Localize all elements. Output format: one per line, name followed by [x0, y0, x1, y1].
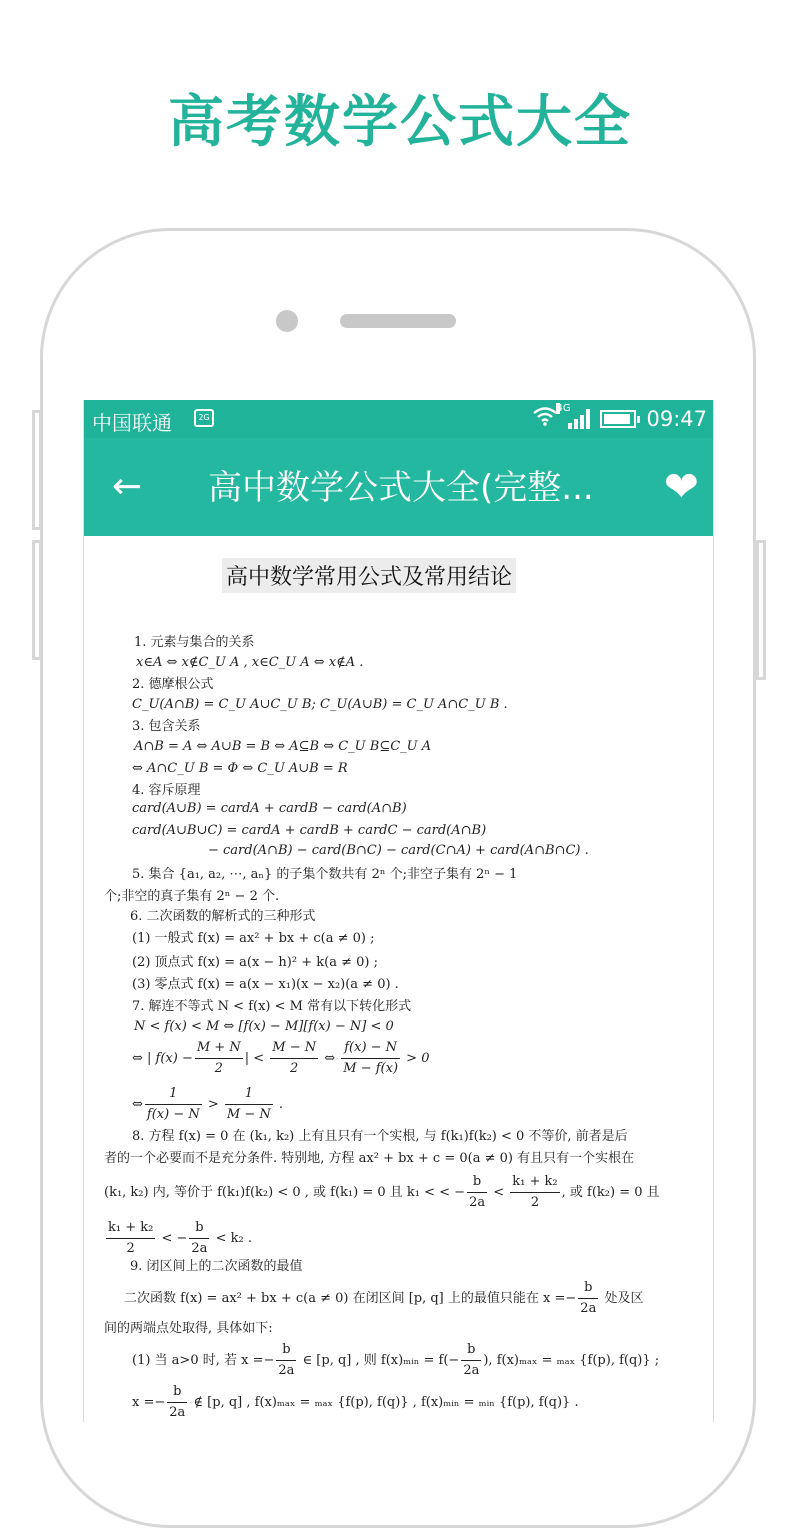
formula-line: 者的一个必要而不是充分条件. 特别地, 方程 ax² + bx + c = 0(a ≠ 0) 有且只有一个实根在: [104, 1151, 635, 1166]
fraction: [145, 1084, 202, 1125]
fraction: [461, 1340, 481, 1381]
formula-line: [132, 1340, 659, 1381]
numerator: b: [467, 1172, 487, 1193]
formula-line: 6. 二次函数的解析式的三种形式: [130, 909, 316, 924]
formula-line: ⇔ A∩C_U B = Φ ⇔ C_U A∪B = R: [132, 761, 348, 776]
formula-line: A∩B = A ⇔ A∪B = B ⇔ A⊆B ⇔ C_U B⊆C_U A: [134, 739, 432, 754]
formula-line: (3) 零点式 f(x) = a(x − x₁)(x − x₂)(a ≠ 0) .: [132, 977, 399, 992]
numerator: b: [167, 1382, 187, 1403]
numerator: 1: [145, 1084, 202, 1105]
promo-title: 高考数学公式大全: [168, 90, 632, 155]
fraction: [195, 1038, 243, 1079]
formula-line: x∈A ⇔ x∉C_U A , x∈C_U A ⇔ x∉A .: [136, 655, 364, 670]
network-type-label: 4G: [556, 402, 571, 414]
formula-text: −: [565, 1291, 577, 1306]
formula-line: 8. 方程 f(x) = 0 在 (k₁, k₂) 上有且只有一个实根, 与 f(k₁)f(k₂) < 0 不等价, 前者是后: [132, 1129, 628, 1144]
fraction: [167, 1382, 187, 1422]
signal-icon: [556, 402, 590, 429]
fraction: [189, 1218, 209, 1259]
wifi-icon: [532, 406, 558, 431]
numerator: 1: [225, 1084, 273, 1105]
formula-text: ∉ [p, q] , f(x)ₘₐₓ = ₘₐₓ {f(p), f(q)} , f(x)ₘᵢₙ = ₘᵢₙ {f(p), f(q)} .: [189, 1395, 579, 1410]
formula-text: ⇔: [320, 1051, 340, 1066]
formula-text: > 0: [402, 1051, 430, 1066]
formula-line: [132, 1084, 283, 1125]
formula-text: 二次函数 f(x) = ax² + bx + c(a ≠ 0) 在闭区间 [p, q] 上的最值只能在 x =: [124, 1291, 566, 1306]
phone-side-button: [32, 410, 42, 530]
denominator: 2a: [580, 1301, 597, 1316]
formula-line: 5. 集合 {a₁, a₂, ⋯, aₙ} 的子集个数共有 2ⁿ 个;非空子集有 2ⁿ − 1: [132, 867, 518, 882]
formula-line: card(A∪B∪C) = cardA + cardB + cardC − card(A∩B): [132, 823, 487, 838]
app-title: 高中数学公式大全(完整...: [208, 468, 594, 508]
formula-line: (2) 顶点式 f(x) = a(x − h)² + k(a ≠ 0) ;: [132, 955, 378, 970]
denominator: 2a: [278, 1363, 295, 1378]
phone-screen: [83, 400, 714, 1422]
fraction: [106, 1218, 155, 1259]
phone-side-button: [32, 540, 42, 660]
numerator: k₁ + k₂: [106, 1218, 155, 1239]
formula-text: < k₂ .: [211, 1231, 252, 1246]
clock: 09:47: [646, 406, 707, 431]
denominator: 2a: [469, 1195, 486, 1210]
formula-line: C_U(A∩B) = C_U A∪C_U B; C_U(A∪B) = C_U A∩C_U B .: [132, 697, 508, 712]
formula-text: , 或 f(k₂) = 0 且: [561, 1185, 660, 1200]
formula-text: x =: [132, 1395, 155, 1410]
status-bar: [84, 400, 713, 438]
numerator: f(x) − N: [341, 1038, 400, 1059]
formula-text: ∈ [p, q] , 则 f(x)ₘᵢₙ = f(−: [298, 1353, 460, 1368]
formula-text: ⇔ | f(x) −: [132, 1051, 193, 1066]
formula-text: (k₁, k₂) 内, 等价于 f(k₁)f(k₂) < 0 , 或 f(k₁) = 0 且 k₁ <: [104, 1185, 436, 1200]
denominator: 2: [290, 1061, 299, 1076]
formula-line: card(A∪B) = cardA + cardB − card(A∩B): [132, 801, 407, 816]
fraction: [225, 1084, 273, 1125]
sim-icon: 2G: [194, 409, 214, 427]
numerator: b: [276, 1340, 296, 1361]
formula-line: [104, 1172, 660, 1213]
formula-line: 1. 元素与集合的关系: [134, 635, 255, 650]
formula-text: .: [274, 1097, 284, 1112]
formula-text: ⇔: [132, 1097, 143, 1112]
formula-line: [124, 1278, 643, 1319]
formula-text: 处及区: [600, 1291, 644, 1306]
formula-line: 间的两端点处取得, 具体如下:: [104, 1321, 273, 1336]
arrow-left-icon[interactable]: ←: [112, 466, 143, 507]
numerator: b: [461, 1340, 481, 1361]
formula-line: − card(A∩B) − card(B∩C) − card(C∩A) + card(A∩B∩C) .: [208, 843, 589, 858]
fraction: [276, 1340, 296, 1381]
numerator: b: [189, 1218, 209, 1239]
denominator: f(x) − N: [146, 1107, 200, 1122]
formula-text: −: [154, 1395, 166, 1410]
formula-text: <: [489, 1185, 509, 1200]
denominator: 2a: [191, 1241, 208, 1256]
fraction: [510, 1172, 559, 1213]
document-title: 高中数学常用公式及常用结论: [222, 558, 516, 593]
numerator: M − N: [270, 1038, 318, 1059]
formula-line: [104, 1218, 252, 1259]
denominator: M − f(x): [343, 1061, 399, 1076]
formula-line: [132, 1038, 429, 1079]
formula-text: < −: [435, 1185, 466, 1200]
denominator: 2: [126, 1241, 135, 1256]
formula-line: 3. 包含关系: [132, 719, 201, 734]
phone-camera: [276, 310, 298, 332]
formula-text: −: [263, 1353, 275, 1368]
formula-line: N < f(x) < M ⇔ [f(x) − M][f(x) − N] < 0: [134, 1019, 394, 1034]
denominator: 2a: [169, 1405, 186, 1420]
document-content: [84, 536, 713, 1422]
phone-speaker: [340, 314, 456, 328]
formula-line: 个;非空的真子集有 2ⁿ − 2 个.: [104, 889, 280, 904]
denominator: 2a: [463, 1363, 480, 1378]
formula-text: < −: [157, 1231, 188, 1246]
formula-text: | <: [244, 1051, 269, 1066]
numerator: k₁ + k₂: [510, 1172, 559, 1193]
formula-line: (1) 一般式 f(x) = ax² + bx + c(a ≠ 0) ;: [132, 931, 375, 946]
heart-icon[interactable]: ❤: [663, 462, 699, 511]
formula-text: ), f(x)ₘₐₓ = ₘₐₓ {f(p), f(q)} ;: [483, 1353, 660, 1368]
denominator: M − N: [226, 1107, 271, 1122]
denominator: 2: [214, 1061, 223, 1076]
formula-line: 9. 闭区间上的二次函数的最值: [130, 1259, 303, 1274]
fraction: [341, 1038, 400, 1079]
fraction: [578, 1278, 598, 1319]
numerator: M + N: [195, 1038, 243, 1059]
app-bar: [84, 438, 713, 536]
formula-line: 4. 容斥原理: [132, 783, 201, 798]
phone-side-button: [756, 540, 766, 680]
fraction: [467, 1172, 487, 1213]
formula-line: [132, 1382, 579, 1422]
battery-icon: [600, 410, 636, 428]
formula-line: 7. 解连不等式 N < f(x) < M 常有以下转化形式: [132, 999, 412, 1014]
numerator: b: [578, 1278, 598, 1299]
formula-text: (1) 当 a>0 时, 若 x =: [132, 1353, 264, 1368]
formula-text: >: [203, 1097, 223, 1112]
fraction: [270, 1038, 318, 1079]
denominator: 2: [530, 1195, 540, 1210]
carrier-label: 中国联通: [92, 411, 172, 435]
formula-line: 2. 德摩根公式: [132, 677, 214, 692]
